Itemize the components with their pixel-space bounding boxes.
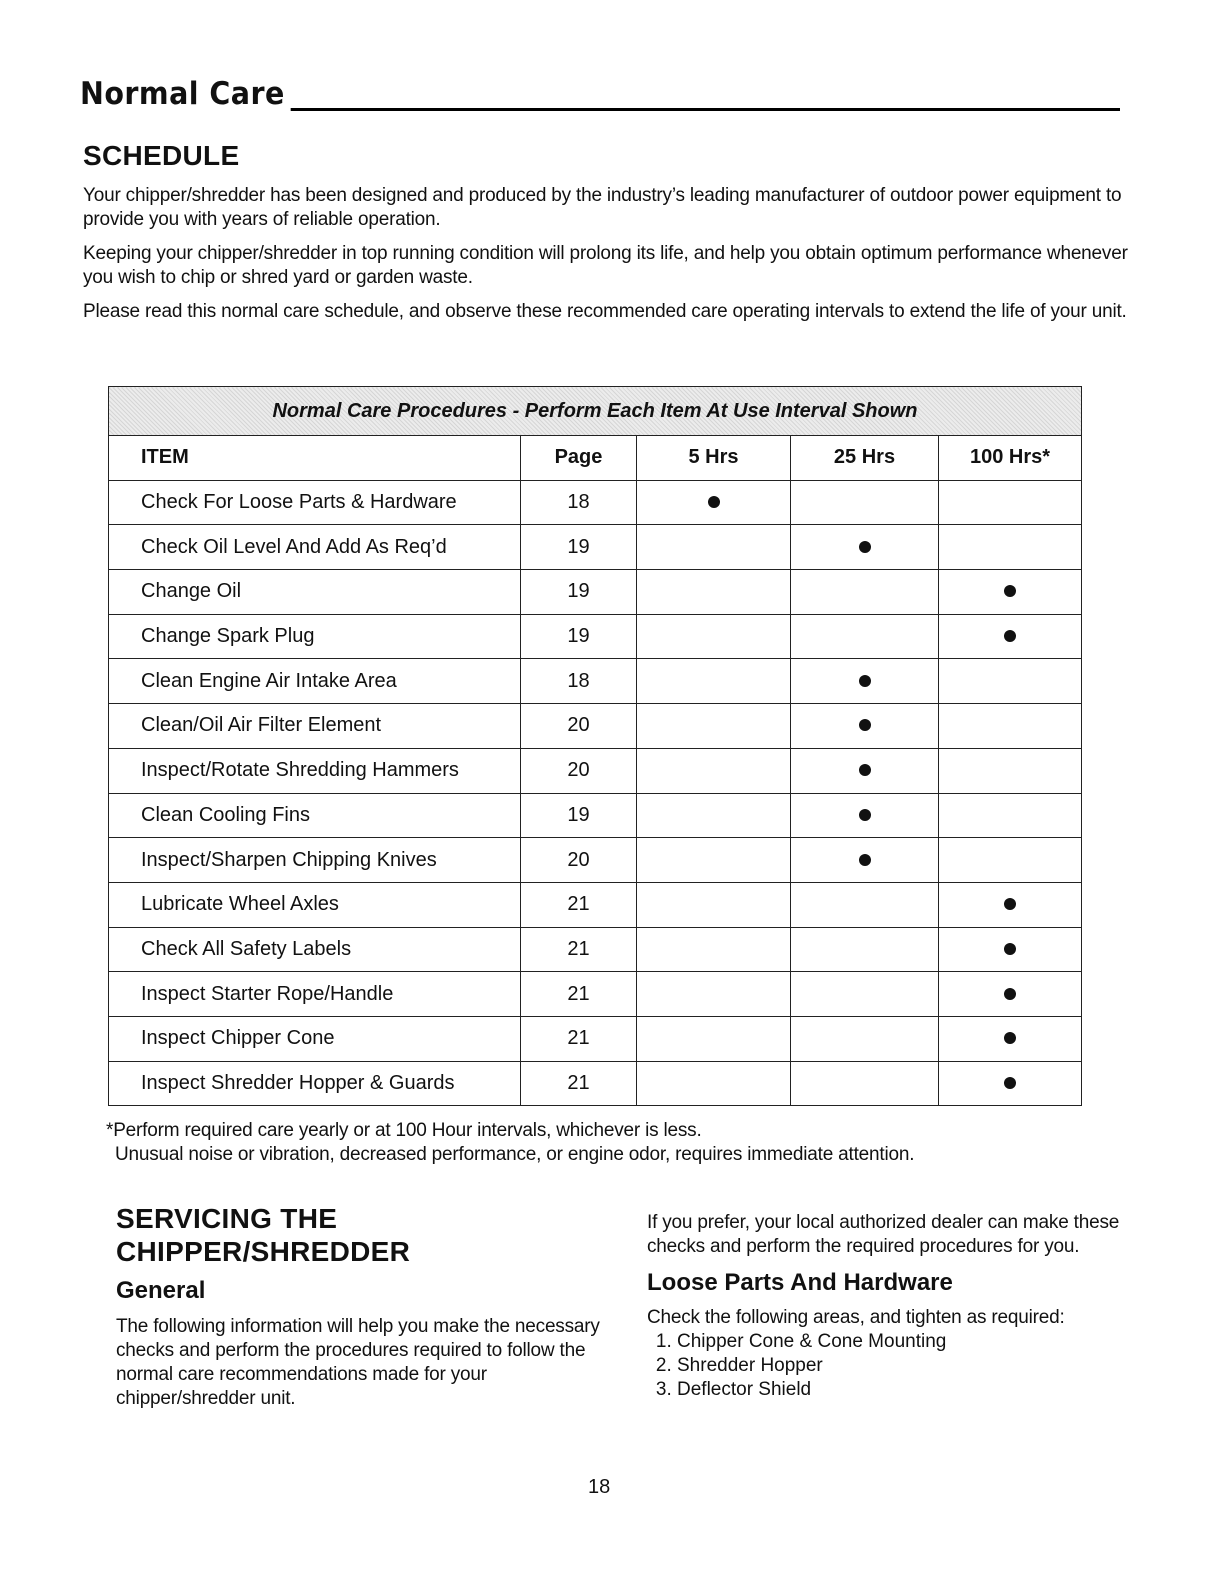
interval-cell [939, 480, 1082, 525]
interval-cell [939, 882, 1082, 927]
section-title: Normal Care [80, 76, 290, 112]
interval-cell [791, 1061, 939, 1106]
loose-parts-list [647, 1330, 1152, 1402]
row-page: 19 [521, 793, 637, 838]
row-item: Clean Cooling Fins [109, 793, 521, 838]
schedule-paragraph-1: Your chipper/shredder has been designed and produced by the industry’s leading manufacturer of outdoor power equipment to provide you with years of reliable operation. [83, 185, 1122, 230]
interval-cell [939, 748, 1082, 793]
table-notes [106, 1119, 914, 1167]
interval-cell [637, 614, 791, 659]
warning-note: Unusual noise or vibration, decreased performance, or engine odor, requires immediate attention. [115, 1144, 915, 1165]
row-item: Clean Engine Air Intake Area [109, 659, 521, 704]
servicing-heading-line2: CHIPPER/SHREDDER [116, 1236, 411, 1267]
interval-cell [939, 972, 1082, 1017]
row-page: 21 [521, 1061, 637, 1106]
page-number: 18 [588, 1476, 611, 1498]
row-item: Inspect Starter Rope/Handle [109, 972, 521, 1017]
row-item: Check All Safety Labels [109, 927, 521, 972]
general-text: The following information will help you make the necessary checks and perform the procedures required to follow the normal care recommendations made for your chipper/shredder unit. [116, 1316, 600, 1409]
schedule-heading: SCHEDULE [83, 140, 240, 171]
interval-cell [791, 838, 939, 883]
row-page: 19 [521, 614, 637, 659]
header-page: Page [521, 436, 637, 481]
row-item: Check Oil Level And Add As Req’d [109, 525, 521, 570]
header-5hrs: 5 Hrs [637, 436, 791, 481]
interval-cell [791, 570, 939, 615]
interval-dot-icon [1004, 1077, 1016, 1089]
header-25hrs: 25 Hrs [791, 436, 939, 481]
table-row [109, 1061, 1082, 1106]
interval-cell [637, 704, 791, 749]
table-row [109, 659, 1082, 704]
interval-cell [637, 525, 791, 570]
interval-dot-icon [859, 854, 871, 866]
table-row [109, 972, 1082, 1017]
servicing-heading [116, 1202, 616, 1268]
row-item: Inspect Shredder Hopper & Guards [109, 1061, 521, 1106]
interval-dot-icon [1004, 898, 1016, 910]
dealer-column [647, 1211, 1152, 1402]
interval-dot-icon [1004, 988, 1016, 1000]
section-header [80, 72, 1120, 111]
interval-dot-icon [1004, 1032, 1016, 1044]
list-item: 2. Shredder Hopper [677, 1354, 1152, 1378]
interval-cell [637, 1061, 791, 1106]
interval-dot-icon [859, 764, 871, 776]
footnote: *Perform required care yearly or at 100 Hour intervals, whichever is less. [106, 1120, 702, 1141]
interval-dot-icon [1004, 630, 1016, 642]
interval-cell [637, 793, 791, 838]
row-page: 20 [521, 748, 637, 793]
table-header-row [109, 436, 1082, 481]
table-row [109, 525, 1082, 570]
interval-cell [791, 972, 939, 1017]
dealer-text: If you prefer, your local authorized dealer can make these checks and perform the required procedures for you. [647, 1212, 1120, 1257]
interval-cell [791, 748, 939, 793]
table-row [109, 480, 1082, 525]
servicing-heading-line1: SERVICING THE [116, 1203, 338, 1234]
row-item: Inspect/Rotate Shredding Hammers [109, 748, 521, 793]
table-row [109, 838, 1082, 883]
interval-cell [791, 614, 939, 659]
table-body [109, 480, 1082, 1106]
interval-dot-icon [859, 541, 871, 553]
interval-dot-icon [708, 496, 720, 508]
row-page: 19 [521, 525, 637, 570]
table-row [109, 570, 1082, 615]
interval-cell [939, 838, 1082, 883]
table-row [109, 614, 1082, 659]
table-banner: Normal Care Procedures - Perform Each Item At Use Interval Shown [109, 387, 1082, 436]
row-item: Clean/Oil Air Filter Element [109, 704, 521, 749]
header-100hrs: 100 Hrs* [939, 436, 1082, 481]
row-page: 20 [521, 704, 637, 749]
row-page: 19 [521, 570, 637, 615]
row-page: 21 [521, 972, 637, 1017]
interval-cell [939, 927, 1082, 972]
care-schedule-table [108, 386, 1082, 1106]
interval-cell [939, 525, 1082, 570]
schedule-intro [83, 184, 1128, 324]
interval-cell [791, 704, 939, 749]
interval-cell [637, 882, 791, 927]
list-item: 1. Chipper Cone & Cone Mounting [677, 1330, 1152, 1354]
interval-dot-icon [859, 809, 871, 821]
interval-cell [939, 1061, 1082, 1106]
row-item: Change Spark Plug [109, 614, 521, 659]
table-row [109, 748, 1082, 793]
list-item: 3. Deflector Shield [677, 1378, 1152, 1402]
table-row [109, 927, 1082, 972]
interval-cell [939, 614, 1082, 659]
schedule-paragraph-2: Keeping your chipper/shredder in top running condition will prolong its life, and help you obtain optimum performance whenever you wish to chip or shred yard or garden waste. [83, 243, 1128, 288]
table-row [109, 704, 1082, 749]
servicing-column [116, 1202, 616, 1411]
row-item: Inspect/Sharpen Chipping Knives [109, 838, 521, 883]
interval-cell [939, 793, 1082, 838]
row-page: 18 [521, 480, 637, 525]
interval-cell [939, 704, 1082, 749]
row-page: 21 [521, 882, 637, 927]
interval-dot-icon [1004, 585, 1016, 597]
interval-cell [791, 793, 939, 838]
loose-parts-heading: Loose Parts And Hardware [647, 1269, 953, 1296]
interval-dot-icon [859, 719, 871, 731]
interval-cell [791, 882, 939, 927]
interval-cell [939, 570, 1082, 615]
general-heading: General [116, 1277, 206, 1304]
interval-cell [939, 659, 1082, 704]
interval-cell [637, 748, 791, 793]
schedule-paragraph-3: Please read this normal care schedule, and observe these recommended care operating intervals to extend the life of your unit. [83, 301, 1127, 322]
interval-cell [637, 1016, 791, 1061]
loose-parts-intro: Check the following areas, and tighten as required: [647, 1307, 1065, 1328]
table-row [109, 1016, 1082, 1061]
interval-cell [637, 480, 791, 525]
interval-cell [791, 525, 939, 570]
interval-cell [637, 927, 791, 972]
interval-cell [637, 570, 791, 615]
row-item: Lubricate Wheel Axles [109, 882, 521, 927]
row-item: Change Oil [109, 570, 521, 615]
interval-dot-icon [859, 675, 871, 687]
row-item: Check For Loose Parts & Hardware [109, 480, 521, 525]
interval-cell [637, 659, 791, 704]
row-item: Inspect Chipper Cone [109, 1016, 521, 1061]
interval-cell [637, 972, 791, 1017]
row-page: 18 [521, 659, 637, 704]
interval-cell [791, 480, 939, 525]
row-page: 21 [521, 927, 637, 972]
table-row [109, 882, 1082, 927]
interval-cell [791, 1016, 939, 1061]
header-item: ITEM [109, 436, 521, 481]
row-page: 21 [521, 1016, 637, 1061]
interval-cell [939, 1016, 1082, 1061]
table-row [109, 793, 1082, 838]
row-page: 20 [521, 838, 637, 883]
interval-cell [791, 927, 939, 972]
interval-dot-icon [1004, 943, 1016, 955]
interval-cell [791, 659, 939, 704]
interval-cell [637, 838, 791, 883]
